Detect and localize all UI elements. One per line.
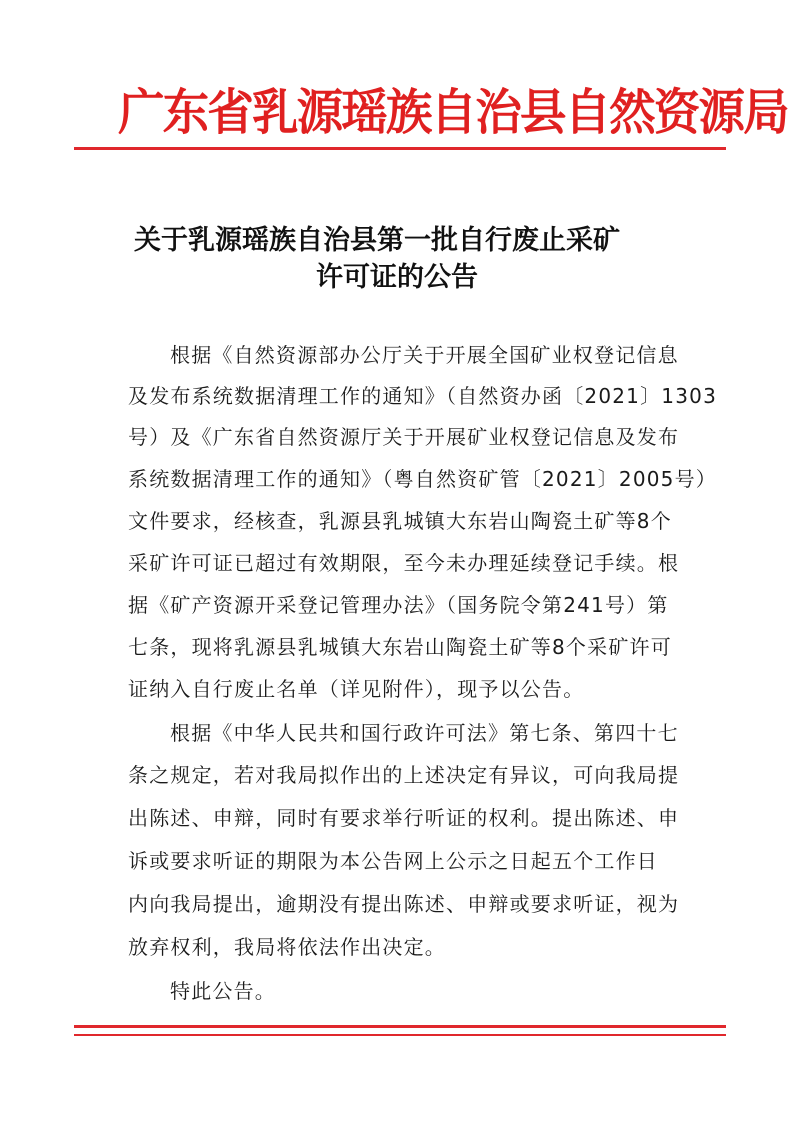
notice-title-line-2: 许可证的公告 xyxy=(316,262,478,293)
paragraph-2-line: 出陈述、申辩，同时有要求举行听证的权利。提出陈述、申 xyxy=(128,806,680,830)
closing-remark: 特此公告。 xyxy=(170,979,276,1003)
paragraph-1-line: 系统数据清理工作的通知》（粤自然资矿管〔2021〕2005号） xyxy=(128,467,717,491)
footer-red-rule-thin xyxy=(74,1034,726,1036)
header-red-rule xyxy=(74,147,726,150)
paragraph-1-line: 根据《自然资源部办公厅关于开展全国矿业权登记信息 xyxy=(170,343,679,367)
footer-red-rule-thick xyxy=(74,1025,726,1028)
paragraph-1-line: 据《矿产资源开采登记管理办法》（国务院令第241号）第 xyxy=(128,593,669,617)
paragraph-1-line: 七条，现将乳源县乳城镇大东岩山陶瓷土矿等8个采矿许可 xyxy=(128,635,672,659)
paragraph-1-line: 号）及《广东省自然资源厅关于开展矿业权登记信息及发布 xyxy=(128,425,680,449)
paragraph-2-line: 内向我局提出，逾期没有提出陈述、申辩或要求听证，视为 xyxy=(128,892,680,916)
paragraph-1-line: 及发布系统数据清理工作的通知》（自然资办函〔2021〕1303 xyxy=(128,384,717,408)
notice-title-line-1: 关于乳源瑶族自治县第一批自行废止采矿 xyxy=(134,225,620,256)
paragraph-1-line: 采矿许可证已超过有效期限，至今未办理延续登记手续。根 xyxy=(128,551,680,575)
paragraph-1-line: 文件要求，经核查，乳源县乳城镇大东岩山陶瓷土矿等8个 xyxy=(128,509,672,533)
issuing-authority-header: 广东省乳源瑶族自治县自然资源局 xyxy=(118,83,788,141)
paragraph-2-line: 根据《中华人民共和国行政许可法》第七条、第四十七 xyxy=(170,721,679,745)
paragraph-2-line: 诉或要求听证的期限为本公告网上公示之日起五个工作日 xyxy=(128,849,658,873)
paragraph-1-line: 证纳入自行废止名单（详见附件），现予以公告。 xyxy=(128,677,585,701)
paragraph-2-line: 条之规定，若对我局拟作出的上述决定有异议，可向我局提 xyxy=(128,763,680,787)
paragraph-2-line: 放弃权利，我局将依法作出决定。 xyxy=(128,935,446,959)
